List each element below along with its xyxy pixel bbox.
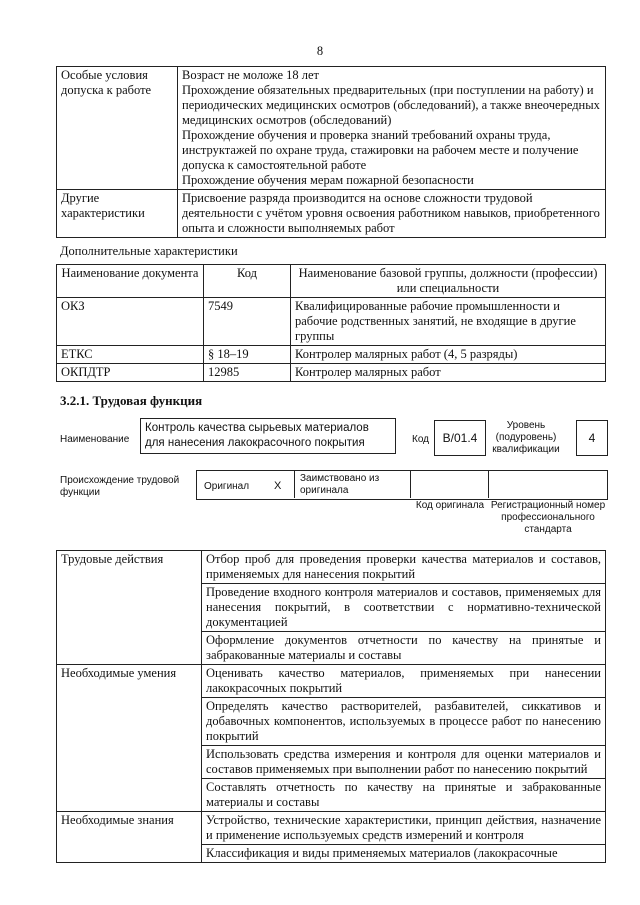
- borrowed-label: Заимствовано из оригинала: [300, 473, 380, 496]
- column-header: Код: [204, 265, 291, 298]
- column-header: Наименование базовой группы, должности (профессии) или специальности: [291, 265, 606, 298]
- section-item: Устройство, технические характеристики, принцип действия, назначение и применение используемых средств измерений и контроля: [202, 812, 606, 845]
- section-item: Использовать средства измерения и контроля для оценки материалов и составов применяемых при выполнении работ по нанесению покрытий: [202, 746, 606, 779]
- table-row: [57, 551, 606, 584]
- section-item: Составлять отчетность по качеству на принятые и забракованные материалы и составы: [202, 779, 606, 812]
- table-cell: Контролер малярных работ (4, 5 разряды): [291, 346, 606, 364]
- row-label: Особые условия допуска к работе: [57, 67, 178, 190]
- row-content: [178, 67, 606, 190]
- content-line: Присвоение разряда производится на основе сложности трудовой деятельности с учётом уровня освоения работником навыков, приобретенного опыта и сложности выполняемых работ: [182, 191, 600, 235]
- table-header-row: [57, 265, 606, 298]
- name-label: Наименование: [60, 434, 130, 445]
- level-value: 4: [576, 420, 608, 456]
- table-cell: Контролер малярных работ: [291, 364, 606, 382]
- code-label: Код: [412, 434, 430, 445]
- table-row: [57, 298, 606, 346]
- level-label: Уровень (подуровень) квалификации: [492, 420, 560, 455]
- content-line: Прохождение обучения мерам пожарной безопасности: [182, 173, 474, 187]
- table-cell: 12985: [204, 364, 291, 382]
- additional-table: [56, 264, 606, 382]
- additional-heading: Дополнительные характеристики: [60, 244, 238, 258]
- table-cell: ОКЗ: [57, 298, 204, 346]
- original-mark: Х: [274, 480, 282, 492]
- section-item: Определять качество растворителей, разбавителей, сиккативов и добавочных компонентов, используемых в процессе работ по нанесению покрытий: [202, 698, 606, 746]
- table-row: [57, 665, 606, 698]
- origin-label: Происхождение трудовой функции: [60, 475, 180, 498]
- table-row: [57, 812, 606, 845]
- table-row: [57, 346, 606, 364]
- function-heading: 3.2.1. Трудовая функция: [60, 393, 203, 408]
- reg-number-label: Регистрационный номер профессионального стандарта: [490, 500, 606, 535]
- row-content: [178, 190, 606, 238]
- table-row: [57, 364, 606, 382]
- function-table: [56, 550, 606, 863]
- section-label: Трудовые действия: [57, 551, 202, 665]
- table-row: [57, 190, 606, 238]
- original-label: Оригинал: [204, 481, 250, 492]
- table-cell: ОКПДТР: [57, 364, 204, 382]
- section-label: Необходимые знания: [57, 812, 202, 863]
- conditions-table: [56, 66, 606, 238]
- function-code: B/01.4: [434, 420, 486, 456]
- content-line: Прохождение обязательных предварительных (при поступлении на работу) и периодических медицинских осмотров (обследований), а также внеочередных медицинских осмотров (обследований): [182, 83, 600, 127]
- row-label: Другие характеристики: [57, 190, 178, 238]
- content-line: Возраст не моложе 18 лет: [182, 68, 320, 82]
- section-item: Оформление документов отчетности по качеству на принятые и забракованные материалы и составы: [202, 632, 606, 665]
- section-item: Классификация и виды применяемых материалов (лакокрасочные: [202, 845, 606, 863]
- section-label: Необходимые умения: [57, 665, 202, 812]
- table-cell: § 18–19: [204, 346, 291, 364]
- divider: [488, 470, 489, 498]
- content-line: Прохождение обучения и проверка знаний требований охраны труда, инструктажей по охране труда, стажировки на рабочем месте и получение допуска к самостоятельной работе: [182, 128, 579, 172]
- page-number: 8: [316, 44, 324, 58]
- table-row: [57, 67, 606, 190]
- divider: [294, 470, 295, 498]
- column-header: Наименование документа: [57, 265, 204, 298]
- divider: [410, 470, 411, 498]
- code-original-label: Код оригинала: [415, 500, 485, 511]
- section-item: Отбор проб для проведения проверки качества материалов и составов, применяемых для нанесения покрытий: [202, 551, 606, 584]
- section-item: Оценивать качество материалов, применяемых при нанесении лакокрасочных покрытий: [202, 665, 606, 698]
- table-cell: ЕТКС: [57, 346, 204, 364]
- section-item: Проведение входного контроля материалов и составов, применяемых для нанесения покрытий, в соответствии с нормативно-технической документацией: [202, 584, 606, 632]
- table-cell: Квалифицированные рабочие промышленности и рабочие родственных занятий, не входящие в другие группы: [291, 298, 606, 346]
- table-cell: 7549: [204, 298, 291, 346]
- function-name: Контроль качества сырьевых материалов для нанесения лакокрасочного покрытия: [140, 418, 396, 454]
